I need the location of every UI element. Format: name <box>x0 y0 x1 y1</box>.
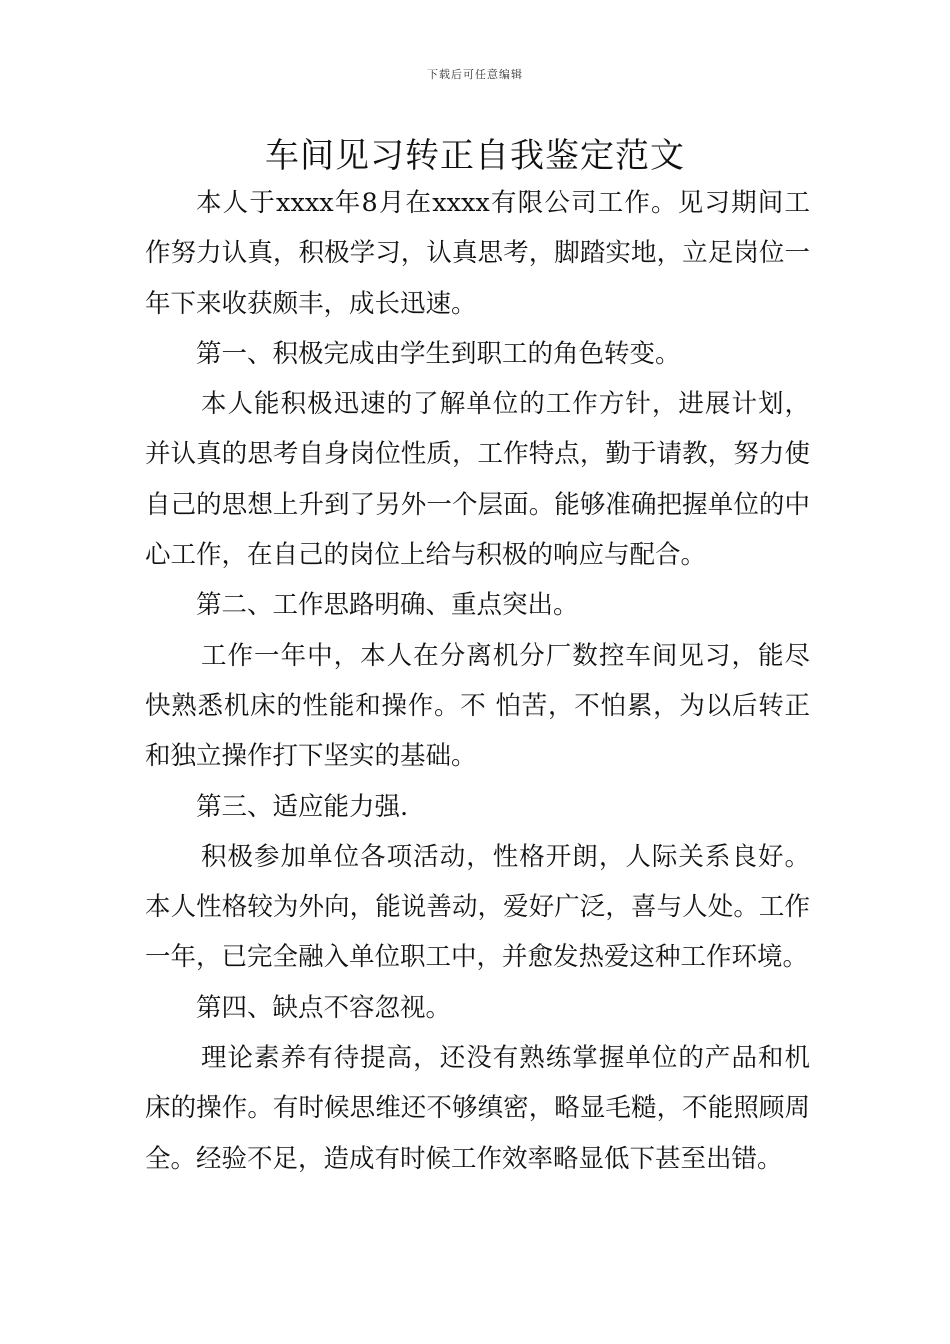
paragraph-section-2: 工作一年中，本人在分离机分厂数控车间见习，能尽快熟悉机床的性能和操作。不 怕苦，不怕累，为以后转正和独立操作打下坚实的基础。 <box>145 640 810 772</box>
paragraph-section-3: 积极参加单位各项活动，性格开朗，人际关系良好。本人性格较为外向，能说善动，爱好广泛，喜与人处。工作一年，已完全融入单位职工中，并愈发热爱这种工作环境。 <box>145 841 810 973</box>
section-heading-1: 第一、积极完成由学生到职工的角色转变。 <box>196 338 681 369</box>
section-heading-3: 第三、适应能力强. <box>196 791 409 822</box>
document-body <box>145 178 810 1184</box>
section-heading-4: 第四、缺点不容忽视。 <box>196 992 452 1023</box>
paragraph-section-1: 本人能积极迅速的了解单位的工作方针，进展计划，并认真的思考自身岗位性质，工作特点，勤于请教，努力使自己的思想上升到了另外一个层面。能够准确把握单位的中心工作，在自己的岗位上给与积极的响应与配合。 <box>145 389 810 571</box>
header-note: 下载后可任意编辑 <box>427 68 523 81</box>
document-title: 车间见习转正自我鉴定范文 <box>265 136 685 176</box>
section-heading-2: 第二、工作思路明确、重点突出。 <box>196 590 579 621</box>
paragraph-intro: 本人于xxxx年8月在xxxx有限公司工作。见习期间工作努力认真，积极学习，认真思考，脚踏实地，立足岗位一年下来收获颇丰，成长迅速。 <box>145 188 810 319</box>
paragraph-section-4: 理论素养有待提高，还没有熟练掌握单位的产品和机床的操作。有时候思维还不够缜密，略显毛糙，不能照顾周全。经验不足，造成有时候工作效率略显低下甚至出错。 <box>145 1043 810 1174</box>
